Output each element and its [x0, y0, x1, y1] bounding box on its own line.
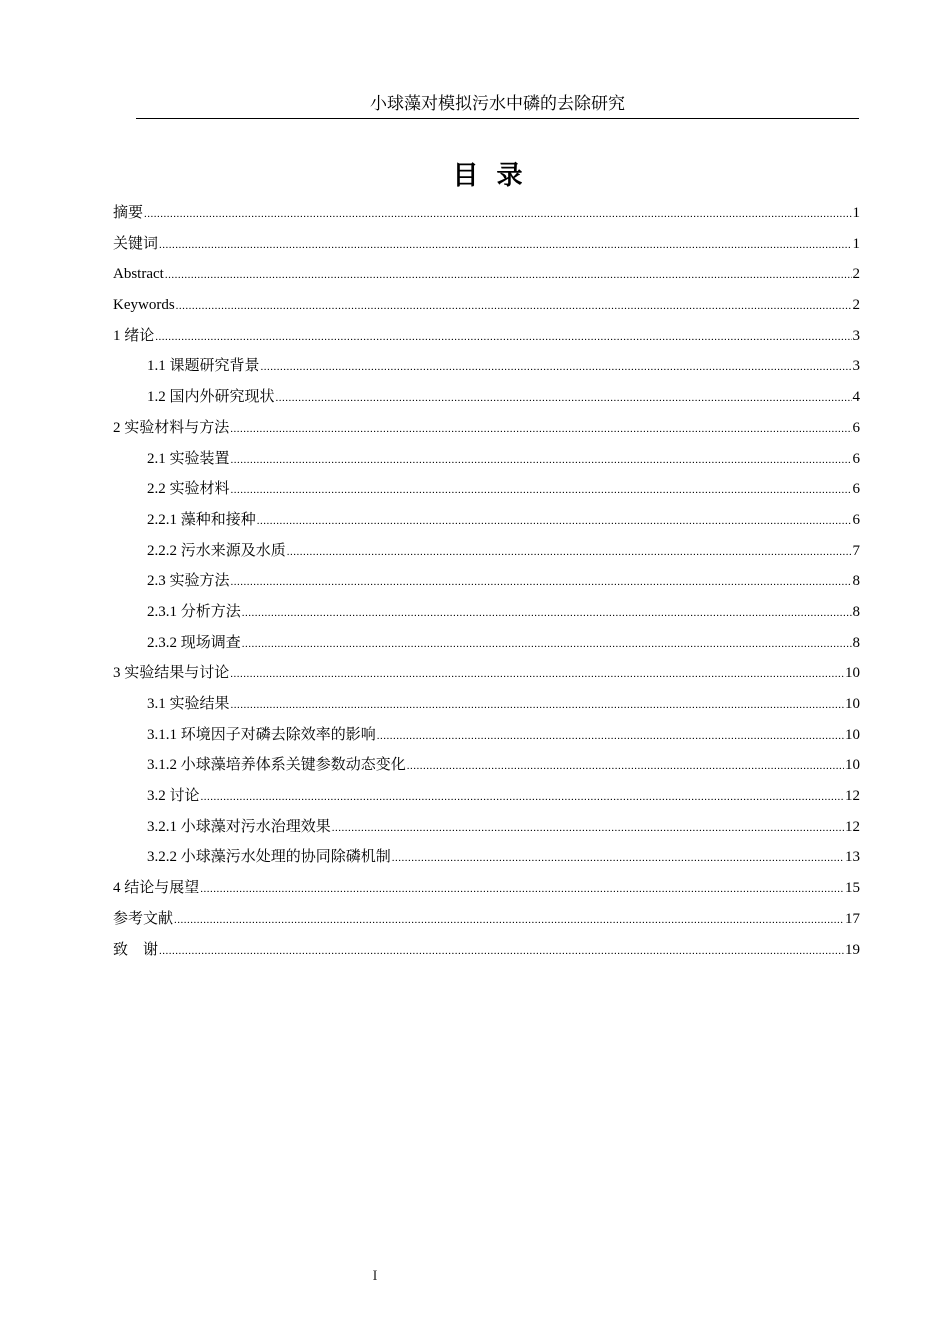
toc-entry[interactable]: [113, 229, 860, 260]
toc-entry[interactable]: [113, 935, 860, 966]
dot-leader: [176, 291, 852, 322]
toc-entry-page: 10: [845, 757, 860, 774]
toc-entry-page: 6: [852, 450, 860, 467]
toc-entry-label: 3.2.2 小球藻污水处理的协同除磷机制: [147, 849, 391, 866]
toc-entry-page: 3: [852, 327, 860, 344]
toc-entry-page: 6: [852, 511, 860, 528]
page-header: [136, 92, 859, 119]
toc-entry-label: 1 绪论: [113, 327, 155, 344]
toc-subentry[interactable]: [113, 628, 860, 659]
document-title: 小球藻对模拟污水中磷的去除研究: [370, 94, 625, 113]
toc-entry-page: 6: [852, 419, 860, 436]
toc-heading: 目 录: [452, 161, 523, 191]
toc-entry-page: 1: [852, 205, 860, 221]
toc-subentry[interactable]: [113, 536, 860, 567]
dot-leader: [231, 690, 844, 721]
dot-leader: [407, 751, 844, 782]
toc-entry-page: 10: [845, 665, 860, 682]
dot-leader: [155, 322, 851, 353]
dot-leader: [230, 659, 844, 690]
toc-entry-label: Abstract: [113, 266, 164, 283]
dot-leader: [200, 874, 844, 905]
toc-subentry[interactable]: [113, 842, 860, 873]
toc-subentry[interactable]: [113, 750, 860, 781]
toc-entry-page: 8: [852, 603, 860, 620]
toc-entry-page: 2: [852, 266, 860, 283]
toc-entry[interactable]: [113, 413, 860, 444]
dot-leader: [332, 813, 844, 844]
toc-entry[interactable]: [113, 321, 860, 352]
toc-entry-label: 3.2.1 小球藻对污水治理效果: [147, 818, 331, 835]
toc-subentry[interactable]: [113, 505, 860, 536]
dot-leader: [165, 260, 852, 291]
toc-entry-page: 17: [845, 910, 860, 927]
toc-entry-page: 12: [845, 788, 860, 805]
dot-leader: [231, 567, 852, 598]
toc-entry-label: 2.2.2 污水来源及水质: [147, 542, 286, 559]
dot-leader: [257, 506, 852, 537]
toc-entry-page: 12: [845, 818, 860, 835]
page-number: I: [372, 1268, 378, 1284]
toc-subentry[interactable]: [113, 474, 860, 505]
dot-leader: [261, 352, 852, 383]
toc-entry[interactable]: [113, 290, 860, 321]
toc-entry[interactable]: [113, 259, 860, 290]
toc-subentry[interactable]: [113, 720, 860, 751]
toc-subentry[interactable]: [113, 351, 860, 382]
dot-leader: [276, 383, 852, 414]
toc-entry-page: 8: [852, 634, 860, 651]
toc-entry-label: 关键词: [113, 235, 159, 252]
dot-leader: [377, 721, 844, 752]
toc-entry[interactable]: [113, 658, 860, 689]
dot-leader: [242, 629, 852, 660]
toc-entry-label: 致 谢: [113, 941, 159, 958]
toc-entry-page: 4: [852, 389, 860, 406]
toc-entry-label: 2.1 实验装置: [147, 450, 230, 467]
dot-leader: [174, 905, 844, 936]
toc-entry-label: 3.1.1 环境因子对磷去除效率的影响: [147, 726, 376, 743]
toc-entry-page: 2: [852, 297, 860, 314]
toc-subentry[interactable]: [113, 382, 860, 413]
toc-entry-page: 3: [852, 358, 860, 375]
toc-entry-page: 13: [845, 849, 860, 866]
toc-entry-label: 摘要: [113, 205, 144, 221]
table-of-contents: [113, 198, 860, 965]
toc-entry-label: 2.3 实验方法: [147, 573, 230, 590]
toc-entry-label: 3.1.2 小球藻培养体系关键参数动态变化: [147, 757, 406, 774]
toc-entry-page: 19: [845, 941, 860, 958]
dot-leader: [159, 230, 851, 261]
toc-entry-page: 8: [852, 573, 860, 590]
toc-entry-page: 6: [852, 481, 860, 498]
dot-leader: [287, 537, 852, 568]
toc-entry-label: 2 实验材料与方法: [113, 419, 230, 436]
toc-entry-label: 3.1 实验结果: [147, 696, 230, 712]
toc-subentry[interactable]: [113, 597, 860, 628]
toc-entry-page: 10: [845, 726, 860, 743]
dot-leader: [144, 199, 851, 230]
toc-entry-label: 2.2 实验材料: [147, 481, 230, 498]
dot-leader: [392, 843, 844, 874]
toc-entry-label: 2.2.1 藻种和接种: [147, 511, 256, 528]
toc-entry[interactable]: [113, 198, 860, 229]
dot-leader: [230, 414, 851, 445]
toc-subentry[interactable]: [113, 566, 860, 597]
toc-entry-label: 2.3.1 分析方法: [147, 603, 241, 620]
toc-subentry[interactable]: [113, 444, 860, 475]
toc-subentry[interactable]: [113, 812, 860, 843]
dot-leader: [242, 598, 852, 629]
toc-entry-label: 1.2 国内外研究现状: [147, 389, 275, 406]
toc-entry-label: 3.2 讨论: [147, 788, 200, 805]
toc-entry[interactable]: [113, 873, 860, 904]
toc-entry-page: 10: [845, 696, 860, 712]
toc-entry-label: 4 结论与展望: [113, 880, 200, 897]
toc-entry-page: 1: [852, 235, 860, 252]
toc-entry-page: 7: [852, 542, 860, 559]
toc-entry-label: 参考文献: [113, 910, 174, 927]
toc-subentry[interactable]: [113, 689, 860, 720]
toc-entry-label: 2.3.2 现场调查: [147, 634, 241, 651]
toc-entry-label: 1.1 课题研究背景: [147, 358, 260, 375]
toc-entry[interactable]: [113, 904, 860, 935]
toc-entry-label: Keywords: [113, 297, 175, 314]
dot-leader: [201, 782, 844, 813]
toc-entry-label: 3 实验结果与讨论: [113, 665, 230, 682]
toc-entry-page: 15: [845, 880, 860, 897]
dot-leader: [231, 445, 852, 476]
dot-leader: [231, 475, 852, 506]
toc-subentry[interactable]: [113, 781, 860, 812]
dot-leader: [159, 936, 844, 967]
